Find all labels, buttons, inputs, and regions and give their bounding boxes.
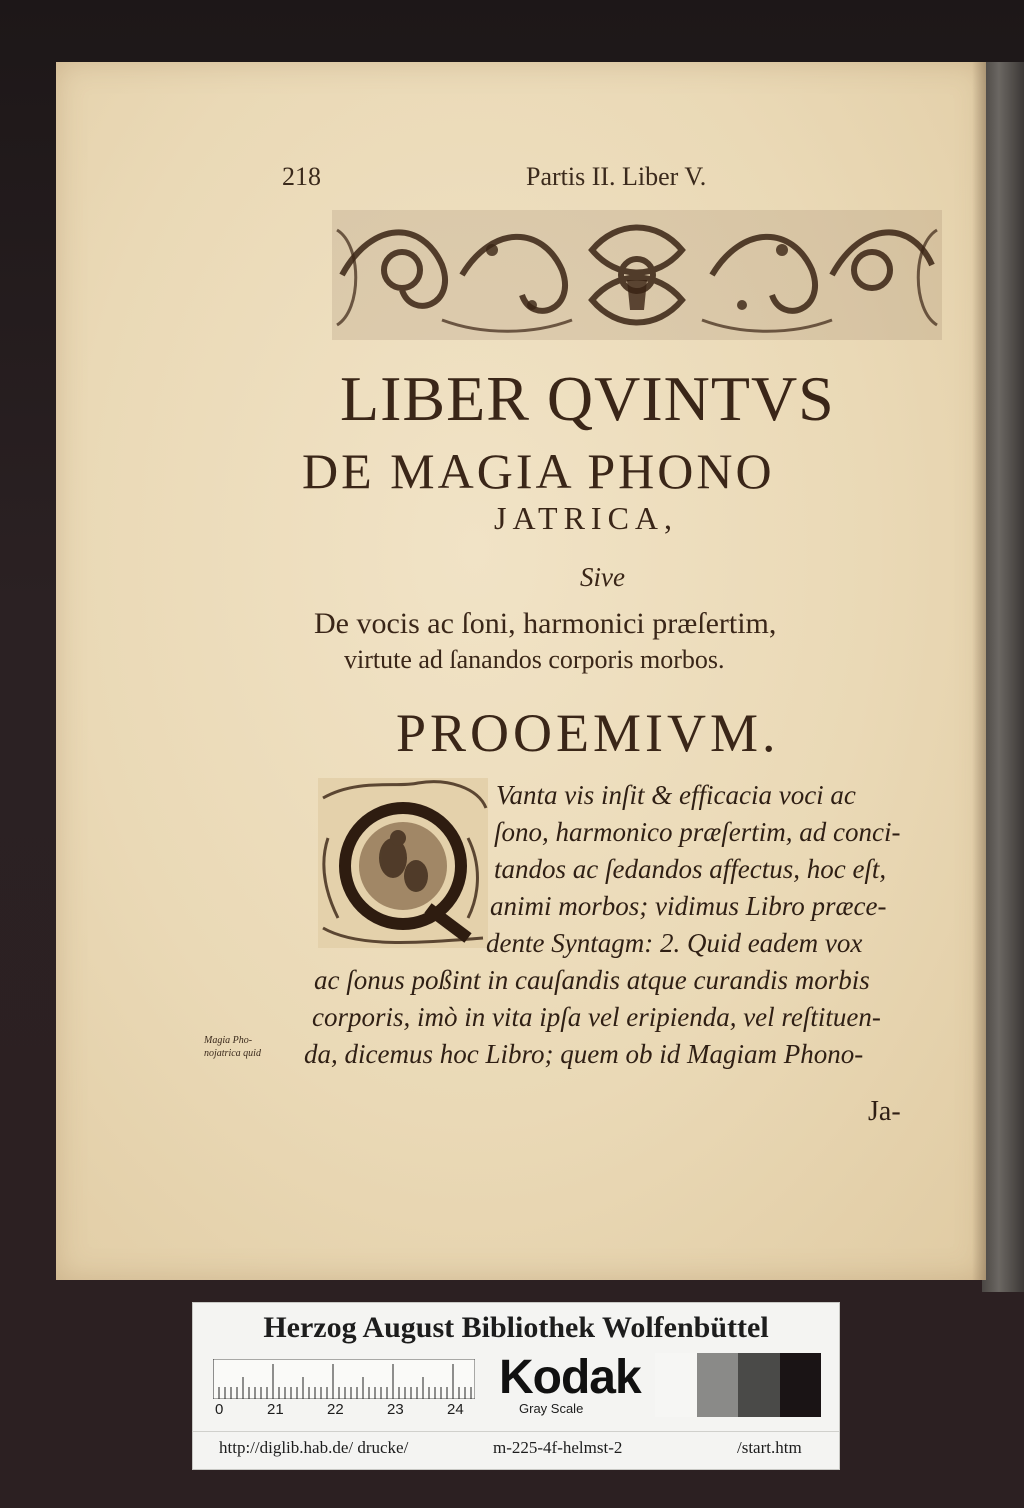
marginal-note-text: Magia Pho- nojatrica quid [204, 1035, 261, 1059]
marginal-note [204, 1034, 294, 1060]
ruler-label: 24 [447, 1401, 464, 1418]
card-footer [193, 1431, 839, 1462]
body-line-5: dente Syntagm: 2. Quid eadem vox [486, 928, 863, 958]
library-name: Herzog August Bibliothek Wolfenbüttel [263, 1311, 769, 1344]
title-line-1: LIBER QVINTVS [340, 363, 835, 434]
body-line-6: ac ſonus poßint in cauſandis atque curandis morbis [314, 965, 870, 995]
running-head-title: Partis II. Liber V. [526, 162, 707, 191]
url-suffix: /start.htm [737, 1438, 802, 1457]
body-line-3: tandos ac ſedandos affectus, hoc eſt, [494, 854, 887, 884]
body-text [56, 62, 986, 1280]
gray-swatch-1 [655, 1353, 697, 1417]
page-number: 218 [282, 162, 321, 191]
library-target-card [192, 1302, 840, 1470]
body-line-7: corporis, imò in vita ipſa vel eripienda, vel reſtituen- [312, 1002, 881, 1032]
shelfmark: m-225-4f-helmst-2 [493, 1438, 623, 1457]
adjacent-page-edge [982, 62, 1024, 1292]
subtitle-line-1: De vocis ac ſoni, harmonici præſertim, [314, 607, 777, 640]
ruler-labels [213, 1401, 475, 1421]
sive-connector: Sive [580, 562, 625, 592]
section-heading: PROOEMIVM. [396, 703, 780, 763]
title-line-2: DE MAGIA PHONO [302, 443, 775, 499]
body-line-1: Vanta vis inſit & efficacia voci ac [496, 780, 856, 810]
ruler-label: 21 [267, 1401, 284, 1418]
gray-scale-swatches [655, 1353, 821, 1417]
body-line-2: ſono, harmonico præſertim, ad conci- [494, 817, 901, 847]
gray-swatch-4 [780, 1353, 822, 1417]
body-line-4: animi morbos; vidimus Libro præce- [490, 891, 887, 921]
title-line-3: JATRICA, [494, 500, 679, 536]
book-page [56, 62, 986, 1280]
kodak-logo: Kodak [499, 1351, 641, 1404]
ruler-label: 22 [327, 1401, 344, 1418]
ruler-label: 0 [215, 1401, 224, 1418]
gray-scale-label: Gray Scale [519, 1401, 584, 1416]
subtitle-line-2: virtute ad ſanandos corporis morbos. [344, 645, 725, 674]
ruler-label: 23 [387, 1401, 404, 1418]
digital-library-url: http://diglib.hab.de/ drucke/ [219, 1438, 409, 1457]
measurement-ruler [213, 1359, 475, 1399]
body-line-8: da, dicemus hoc Libro; quem ob id Magiam Phono- [304, 1039, 864, 1069]
catchword: Ja- [868, 1096, 901, 1127]
gray-swatch-3 [738, 1353, 780, 1417]
gray-swatch-2 [697, 1353, 739, 1417]
